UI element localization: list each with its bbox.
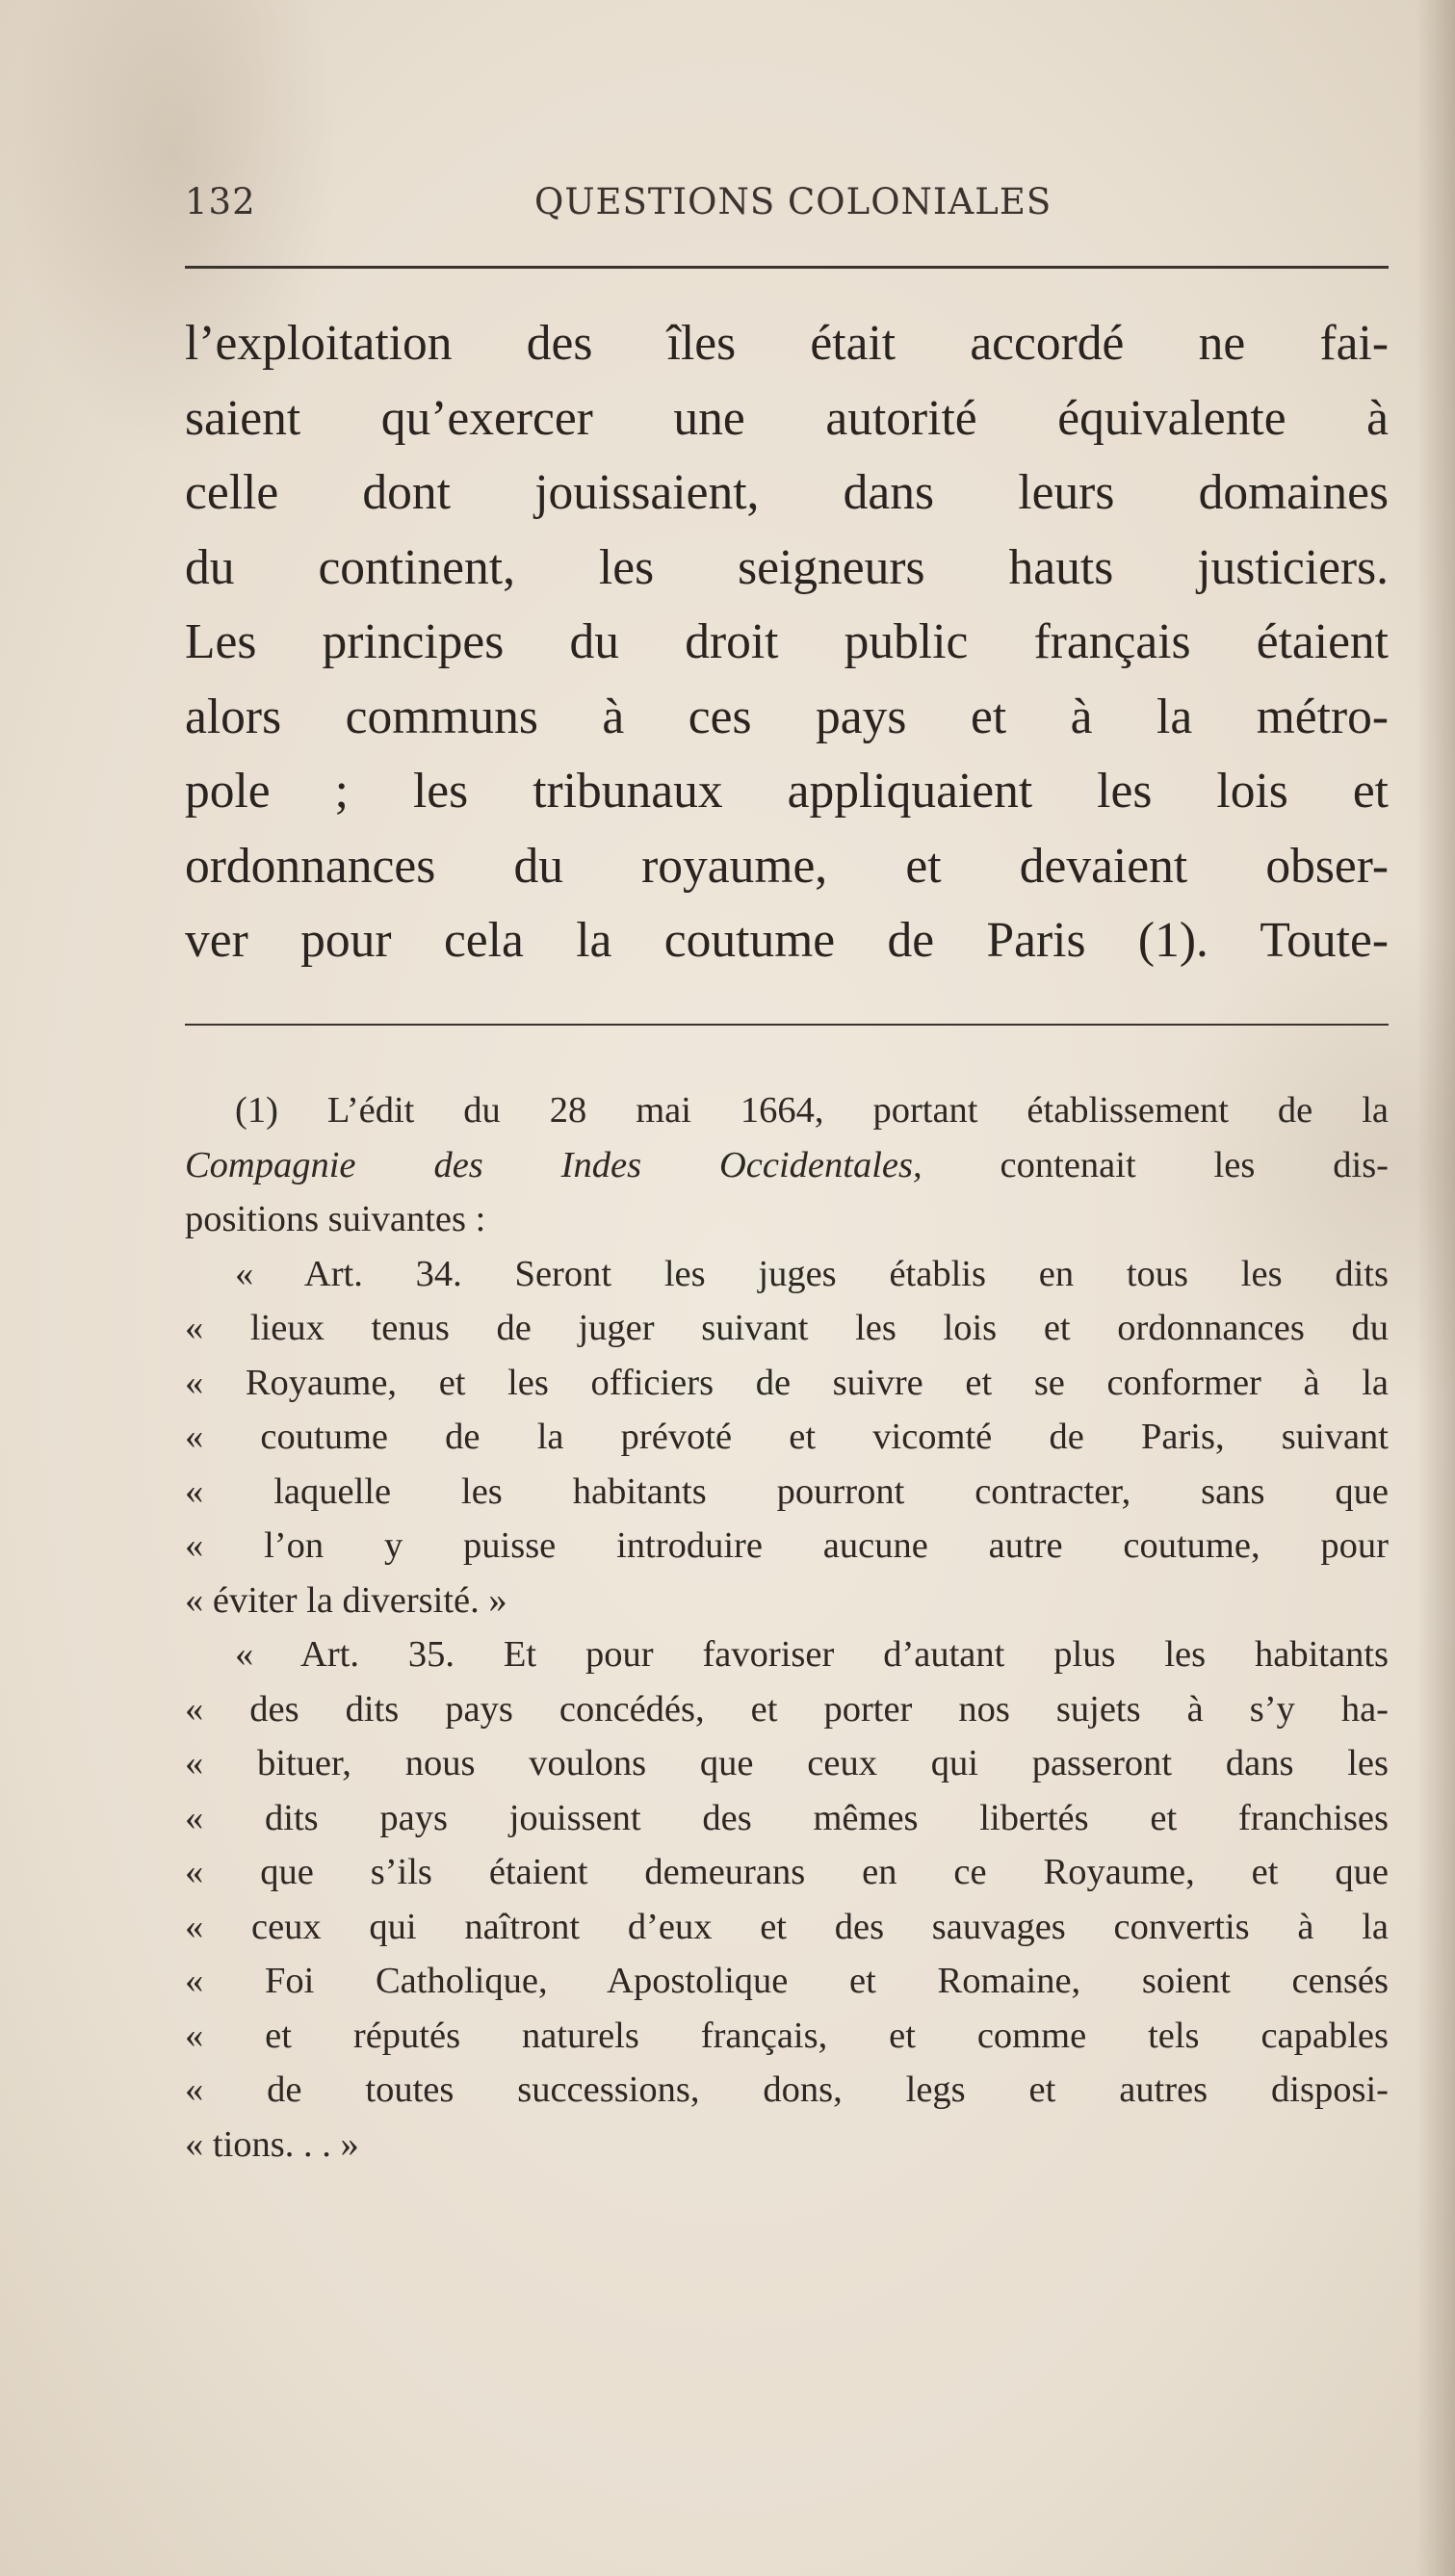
footnote-line: positions suivantes : — [185, 1199, 486, 1239]
header-rule — [185, 266, 1389, 269]
body-line: l’exploitation des îles était accordé ne fai- — [185, 316, 1389, 371]
footnote-line: « et réputés naturels français, et comme tels capables — [185, 2015, 1389, 2056]
footnote — [185, 1083, 1389, 2172]
footnote-line: « Art. 35. Et pour favoriser d’autant plus les habitants — [235, 1634, 1389, 1675]
footnote-line: « que s’ils étaient demeurans en ce Royaume, et que — [185, 1852, 1389, 1892]
footnote-line: « de toutes successions, dons, legs et autres disposi- — [185, 2069, 1389, 2110]
body-line: celle dont jouissaient, dans leurs domaines — [185, 465, 1389, 520]
footnote-line: « des dits pays concédés, et porter nos sujets à s’y ha- — [185, 1688, 1389, 1730]
footnote-rule — [185, 1024, 1389, 1026]
footnote-line: « l’on y puisse introduire aucune autre coutume, pour — [185, 1525, 1389, 1566]
footnote-line: « coutume de la prévoté et vicomté de Paris, suivant — [185, 1417, 1389, 1457]
body-line: ver pour cela la coutume de Paris (1). Toute- — [185, 913, 1389, 968]
footnote-line: « laquelle les habitants pourront contracter, sans que — [185, 1470, 1389, 1512]
body-line: Les principes du droit public français étaient — [185, 614, 1389, 669]
footnote-line: « dits pays jouissent des mêmes libertés et franchises — [185, 1797, 1389, 1838]
footnote-line: « lieux tenus de juger suivant les lois et ordonnances du — [185, 1308, 1389, 1348]
page-number: 132 — [185, 181, 256, 222]
running-title: QUESTIONS COLONIALES — [534, 181, 1052, 222]
footnote-line: (1) L’édit du 28 mai 1664, portant établissement de la — [235, 1090, 1389, 1131]
page-header — [185, 181, 1389, 229]
body-line: alors communs à ces pays et à la métro- — [185, 689, 1389, 744]
footnote-line-rest: contenait les dis- — [922, 1144, 1389, 1185]
body-text — [185, 306, 1389, 978]
footnote-line: « bituer, nous voulons que ceux qui passeront dans les — [185, 1743, 1389, 1783]
body-line: ordonnances du royaume, et devaient obser- — [185, 838, 1389, 894]
body-line: saient qu’exercer une autorité équivalente à — [185, 390, 1389, 446]
body-line: pole ; les tribunaux appliquaient les lois et — [185, 764, 1389, 819]
body-line: du continent, les seigneurs hauts justiciers. — [185, 539, 1389, 595]
footnote-italic-title: Compagnie des Indes Occidentales, — [185, 1144, 922, 1185]
footnote-line: « Art. 34. Seront les juges établis en tous les dits — [235, 1253, 1389, 1294]
footnote-line: « Foi Catholique, Apostolique et Romaine, soient censés — [185, 1961, 1389, 2001]
footnote-line: « Royaume, et les officiers de suivre et se conformer à la — [185, 1362, 1389, 1403]
footnote-line — [185, 1138, 1389, 1193]
footnote-line: « ceux qui naîtront d’eux et des sauvages convertis à la — [185, 1906, 1389, 1947]
footnote-line: « éviter la diversité. » — [185, 1579, 507, 1621]
footnote-line: « tions. . . » — [185, 2123, 359, 2165]
